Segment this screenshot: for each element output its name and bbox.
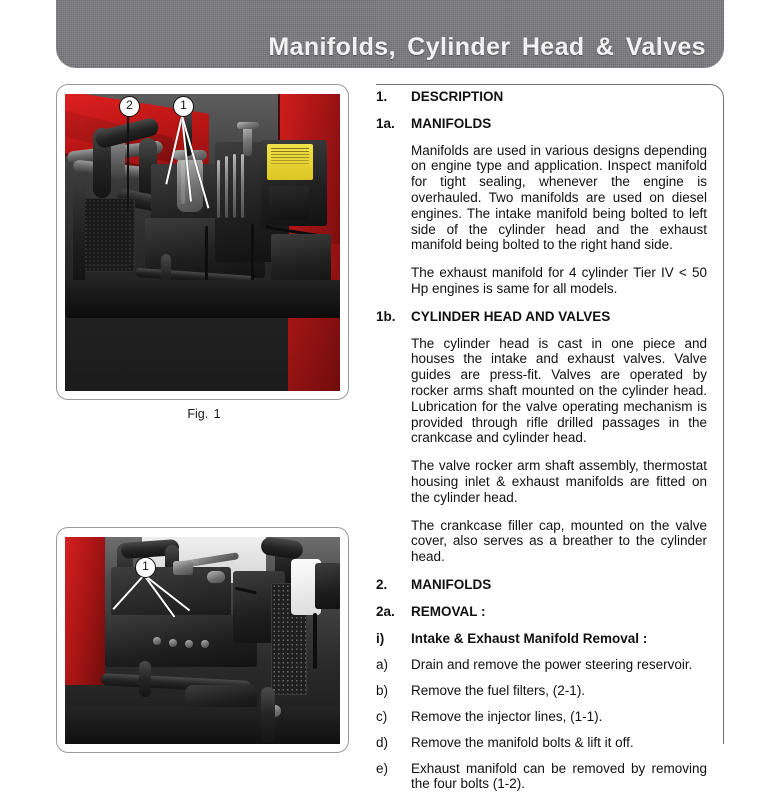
- section-marker: i): [376, 631, 411, 646]
- list-item: [376, 709, 707, 725]
- list-item: [376, 761, 707, 792]
- figure-1-callout-2: 2: [119, 96, 140, 117]
- body-paragraph: [376, 458, 707, 505]
- list-item-text: Exhaust manifold can be removed by removing the four bolts (1-2).: [411, 761, 707, 792]
- figure-2-photo: [65, 537, 340, 744]
- section-text: MANIFOLDS: [411, 577, 707, 593]
- section-text: REMOVAL :: [411, 604, 707, 620]
- section-marker: 2.: [376, 577, 411, 592]
- list-item: [376, 657, 707, 673]
- figure-2-callout-1: 1: [135, 557, 156, 578]
- list-item-text: Remove the manifold bolts & lift it off.: [411, 735, 707, 751]
- figure-1-leader-2: [127, 114, 129, 210]
- list-item-text: Remove the fuel filters, (2-1).: [411, 683, 707, 699]
- section-marker: 1a.: [376, 116, 411, 131]
- list-item-text: Remove the injector lines, (1-1).: [411, 709, 707, 725]
- section-text: Manifolds are used in various designs depending on engine type and application. Inspect manifold for tight sealing, whenever the engine is overhauled. Two manifolds are used on diesel engines. The intake manifold being bolted to left side of the cylinder head and the exhaust manifold being bolted to the right hand side.: [411, 143, 707, 254]
- section-heading: [376, 604, 707, 620]
- section-marker: 2a.: [376, 604, 411, 619]
- section-heading: [376, 577, 707, 593]
- figure-1-caption: Fig. 1: [56, 407, 352, 421]
- list-item: [376, 683, 707, 699]
- section-marker: 1.: [376, 89, 411, 104]
- figure-1-callout-1: 1: [173, 96, 194, 117]
- section-text: CYLINDER HEAD AND VALVES: [411, 309, 707, 325]
- figure-1-photo: [65, 94, 340, 391]
- section-heading: [376, 89, 707, 105]
- section-text: The crankcase filler cap, mounted on the valve cover, also serves as a breather to the cylinder head.: [411, 518, 707, 565]
- list-item: [376, 735, 707, 751]
- section-heading: [376, 309, 707, 325]
- section-text: DESCRIPTION: [411, 89, 707, 105]
- list-item-marker: d): [376, 735, 411, 750]
- list-item-marker: b): [376, 683, 411, 698]
- list-item-marker: e): [376, 761, 411, 776]
- figure-column: [56, 84, 352, 753]
- body-paragraph: [376, 143, 707, 254]
- list-item-marker: c): [376, 709, 411, 724]
- section-text: The cylinder head is cast in one piece and houses the intake and exhaust valves. Valve guides are press-fit. Valves are operated by rocker arms shaft mounted on the cylinder head. Lubrication for the valve operating mechanism is provided through rifle drilled passages in the crankcase and cylinder head.: [411, 336, 707, 447]
- list-item-marker: a): [376, 657, 411, 672]
- section-marker: 1b.: [376, 309, 411, 324]
- section-heading: [376, 631, 707, 647]
- figure-1-frame: [56, 84, 349, 400]
- page-header-banner: [56, 0, 724, 68]
- body-paragraph: [376, 518, 707, 565]
- section-text: The valve rocker arm shaft assembly, thermostat housing inlet & exhaust manifolds are fitted on the cylinder head.: [411, 458, 707, 505]
- section-text: Intake & Exhaust Manifold Removal :: [411, 631, 707, 647]
- manual-text-column: [376, 84, 724, 744]
- section-heading: [376, 116, 707, 132]
- body-paragraph: [376, 336, 707, 447]
- body-paragraph: [376, 265, 707, 297]
- section-text: The exhaust manifold for 4 cylinder Tier IV < 50 Hp engines is same for all models.: [411, 265, 707, 297]
- page-title: Manifolds, Cylinder Head & Valves: [268, 33, 706, 62]
- figure-2-frame: [56, 527, 349, 753]
- list-item-text: Drain and remove the power steering reservoir.: [411, 657, 707, 673]
- section-text: MANIFOLDS: [411, 116, 707, 132]
